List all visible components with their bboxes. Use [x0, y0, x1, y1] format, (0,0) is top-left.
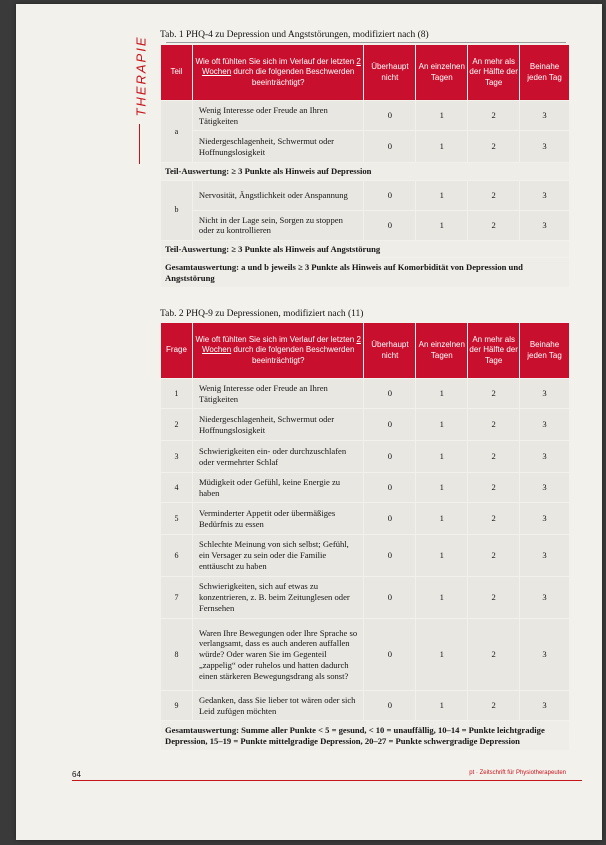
score-cell: 3 — [520, 101, 570, 131]
score-cell: 1 — [416, 577, 468, 619]
question-number: 3 — [161, 441, 193, 473]
table-row — [161, 210, 570, 240]
part-b-evaluation: Teil-Auswertung: ≥ 3 Punkte als Hinweis auf Angststörung — [161, 240, 570, 258]
part-a-evaluation: Teil-Auswertung: ≥ 3 Punkte als Hinweis auf Depression — [161, 163, 570, 181]
question-number: 4 — [161, 473, 193, 503]
table-row — [161, 577, 570, 619]
question-text: Müdigkeit oder Gefühl, keine Energie zu haben — [192, 473, 364, 503]
score-cell: 3 — [520, 180, 570, 210]
score-cell: 0 — [364, 535, 416, 577]
score-cell: 0 — [364, 379, 416, 409]
question-number: 6 — [161, 535, 193, 577]
table-row — [161, 131, 570, 163]
question-text: Waren Ihre Bewegungen oder Ihre Sprache so verlangsamt, dass es auch anderen auffallen würde? Oder waren Sie im Gegenteil „zappelig“ oder ruhelos und hatten dadurch einen stärkeren Bewegungsdrang als sonst? — [192, 619, 364, 691]
table-row — [161, 240, 570, 258]
header-underline: 2 Wochen — [201, 56, 361, 77]
score-cell: 2 — [468, 577, 520, 619]
part-a-label: a — [161, 101, 193, 163]
question-text: Wenig Interesse oder Freude an Ihren Tätigkeiten — [192, 379, 364, 409]
question-text: Verminderter Appetit oder übermäßiges Bedürfnis zu essen — [192, 503, 364, 535]
section-label-text: THERAPIE — [133, 35, 149, 117]
table-row — [161, 619, 570, 691]
header-question: Wie oft fühlten Sie sich im Verlauf der letzten 2 Wochen durch die folgenden Beschwerden beeinträchtigt? — [192, 45, 364, 101]
score-cell: 2 — [468, 379, 520, 409]
question-number: 5 — [161, 503, 193, 535]
header-question: Wie oft fühlten Sie sich im Verlauf der letzten 2 Wochen durch die folgenden Beschwerden beeinträchtigt? — [192, 323, 364, 379]
score-cell: 2 — [468, 180, 520, 210]
table-row — [161, 721, 570, 751]
table1-header-row — [161, 45, 570, 101]
score-cell: 3 — [520, 535, 570, 577]
question-number: 8 — [161, 619, 193, 691]
footer-rule — [72, 780, 582, 781]
table-row — [161, 441, 570, 473]
score-cell: 1 — [416, 379, 468, 409]
table1-caption: Tab. 1 PHQ-4 zu Depression und Angststörungen, modifiziert nach (8) — [160, 30, 429, 40]
score-cell: 2 — [468, 503, 520, 535]
score-cell: 1 — [416, 619, 468, 691]
score-cell: 1 — [416, 131, 468, 163]
score-cell: 1 — [416, 503, 468, 535]
header-col1: An einzelnen Tagen — [416, 45, 468, 101]
score-cell: 2 — [468, 691, 520, 721]
score-cell: 1 — [416, 409, 468, 441]
table2-header-row — [161, 323, 570, 379]
table-row — [161, 163, 570, 181]
table-row — [161, 180, 570, 210]
score-cell: 2 — [468, 210, 520, 240]
table-row — [161, 409, 570, 441]
question-number: 2 — [161, 409, 193, 441]
header-underline: 2 Wochen — [201, 334, 361, 355]
score-cell: 3 — [520, 691, 570, 721]
score-cell: 0 — [364, 441, 416, 473]
score-cell: 2 — [468, 409, 520, 441]
score-cell: 0 — [364, 473, 416, 503]
question-text: Schlechte Meinung von sich selbst; Gefühl, ein Versager zu sein oder die Familie enttäuscht zu haben — [192, 535, 364, 577]
score-cell: 1 — [416, 473, 468, 503]
page-number: 64 — [72, 770, 81, 779]
table-row — [161, 691, 570, 721]
score-cell: 1 — [416, 691, 468, 721]
score-cell: 3 — [520, 473, 570, 503]
score-cell: 3 — [520, 379, 570, 409]
total-evaluation: Gesamtauswertung: a und b jeweils ≥ 3 Punkte als Hinweis auf Komorbidität von Depression und Angststörung — [161, 258, 570, 288]
score-cell: 2 — [468, 101, 520, 131]
journal-footer: pt · Zeitschrift für Physiotherapeuten — [469, 770, 566, 776]
score-cell: 2 — [468, 535, 520, 577]
score-cell: 2 — [468, 619, 520, 691]
score-cell: 1 — [416, 441, 468, 473]
question-text: Niedergeschlagenheit, Schwermut oder Hoffnungslosigkeit — [192, 131, 364, 163]
score-cell: 0 — [364, 101, 416, 131]
score-cell: 0 — [364, 577, 416, 619]
question-text: Nervosität, Ängstlichkeit oder Anspannung — [192, 180, 364, 210]
question-text: Schwierigkeiten ein- oder durchzuschlafen oder vermehrter Schlaf — [192, 441, 364, 473]
score-cell: 0 — [364, 180, 416, 210]
phq4-table — [160, 44, 570, 288]
header-col3: Beinahe jeden Tag — [520, 45, 570, 101]
table-row — [161, 379, 570, 409]
score-cell: 3 — [520, 409, 570, 441]
table-row — [161, 503, 570, 535]
section-rule — [139, 124, 140, 164]
score-cell: 3 — [520, 503, 570, 535]
question-text: Nicht in der Lage sein, Sorgen zu stoppen oder zu kontrollieren — [192, 210, 364, 240]
document-page — [16, 4, 602, 840]
table-row — [161, 101, 570, 131]
question-number: 9 — [161, 691, 193, 721]
score-cell: 3 — [520, 131, 570, 163]
header-col0: Überhaupt nicht — [364, 45, 416, 101]
score-cell: 3 — [520, 577, 570, 619]
table2-caption: Tab. 2 PHQ-9 zu Depressionen, modifiziert nach (11) — [160, 309, 364, 319]
table-row — [161, 535, 570, 577]
score-cell: 2 — [468, 131, 520, 163]
score-cell: 1 — [416, 180, 468, 210]
total-evaluation: Gesamtauswertung: Summe aller Punkte < 5 = gesund, < 10 = unauffällig, 10–14 = Punkte leichtgradige Depression, 15–19 = Punkte mittelgradige Depression, 20–27 = Punkte schwergradige Depression — [161, 721, 570, 751]
question-number: 7 — [161, 577, 193, 619]
score-cell: 2 — [468, 473, 520, 503]
question-text: Gedanken, dass Sie lieber tot wären oder sich Leid zufügen möchten — [192, 691, 364, 721]
question-text: Niedergeschlagenheit, Schwermut oder Hoffnungslosigkeit — [192, 409, 364, 441]
section-label — [127, 26, 155, 126]
score-cell: 0 — [364, 409, 416, 441]
score-cell: 0 — [364, 503, 416, 535]
table-row — [161, 258, 570, 288]
score-cell: 0 — [364, 619, 416, 691]
header-col3: Beinahe jeden Tag — [520, 323, 570, 379]
header-col2: An mehr als der Hälfte der Tage — [468, 323, 520, 379]
score-cell: 3 — [520, 210, 570, 240]
score-cell: 1 — [416, 101, 468, 131]
part-b-label: b — [161, 180, 193, 240]
header-col1: An einzelnen Tagen — [416, 323, 468, 379]
header-teil: Teil — [161, 45, 193, 101]
question-text: Wenig Interesse oder Freude an Ihren Tätigkeiten — [192, 101, 364, 131]
header-col2: An mehr als der Hälfte der Tage — [468, 45, 520, 101]
score-cell: 1 — [416, 210, 468, 240]
table-row — [161, 473, 570, 503]
top-rule — [166, 42, 566, 43]
score-cell: 2 — [468, 441, 520, 473]
score-cell: 3 — [520, 619, 570, 691]
score-cell: 3 — [520, 441, 570, 473]
header-col0: Überhaupt nicht — [364, 323, 416, 379]
score-cell: 1 — [416, 535, 468, 577]
score-cell: 0 — [364, 131, 416, 163]
score-cell: 0 — [364, 210, 416, 240]
question-number: 1 — [161, 379, 193, 409]
question-text: Schwierigkeiten, sich auf etwas zu konzentrieren, z. B. beim Zeitunglesen oder Fernsehen — [192, 577, 364, 619]
score-cell: 0 — [364, 691, 416, 721]
header-frage: Frage — [161, 323, 193, 379]
phq9-table — [160, 322, 570, 751]
